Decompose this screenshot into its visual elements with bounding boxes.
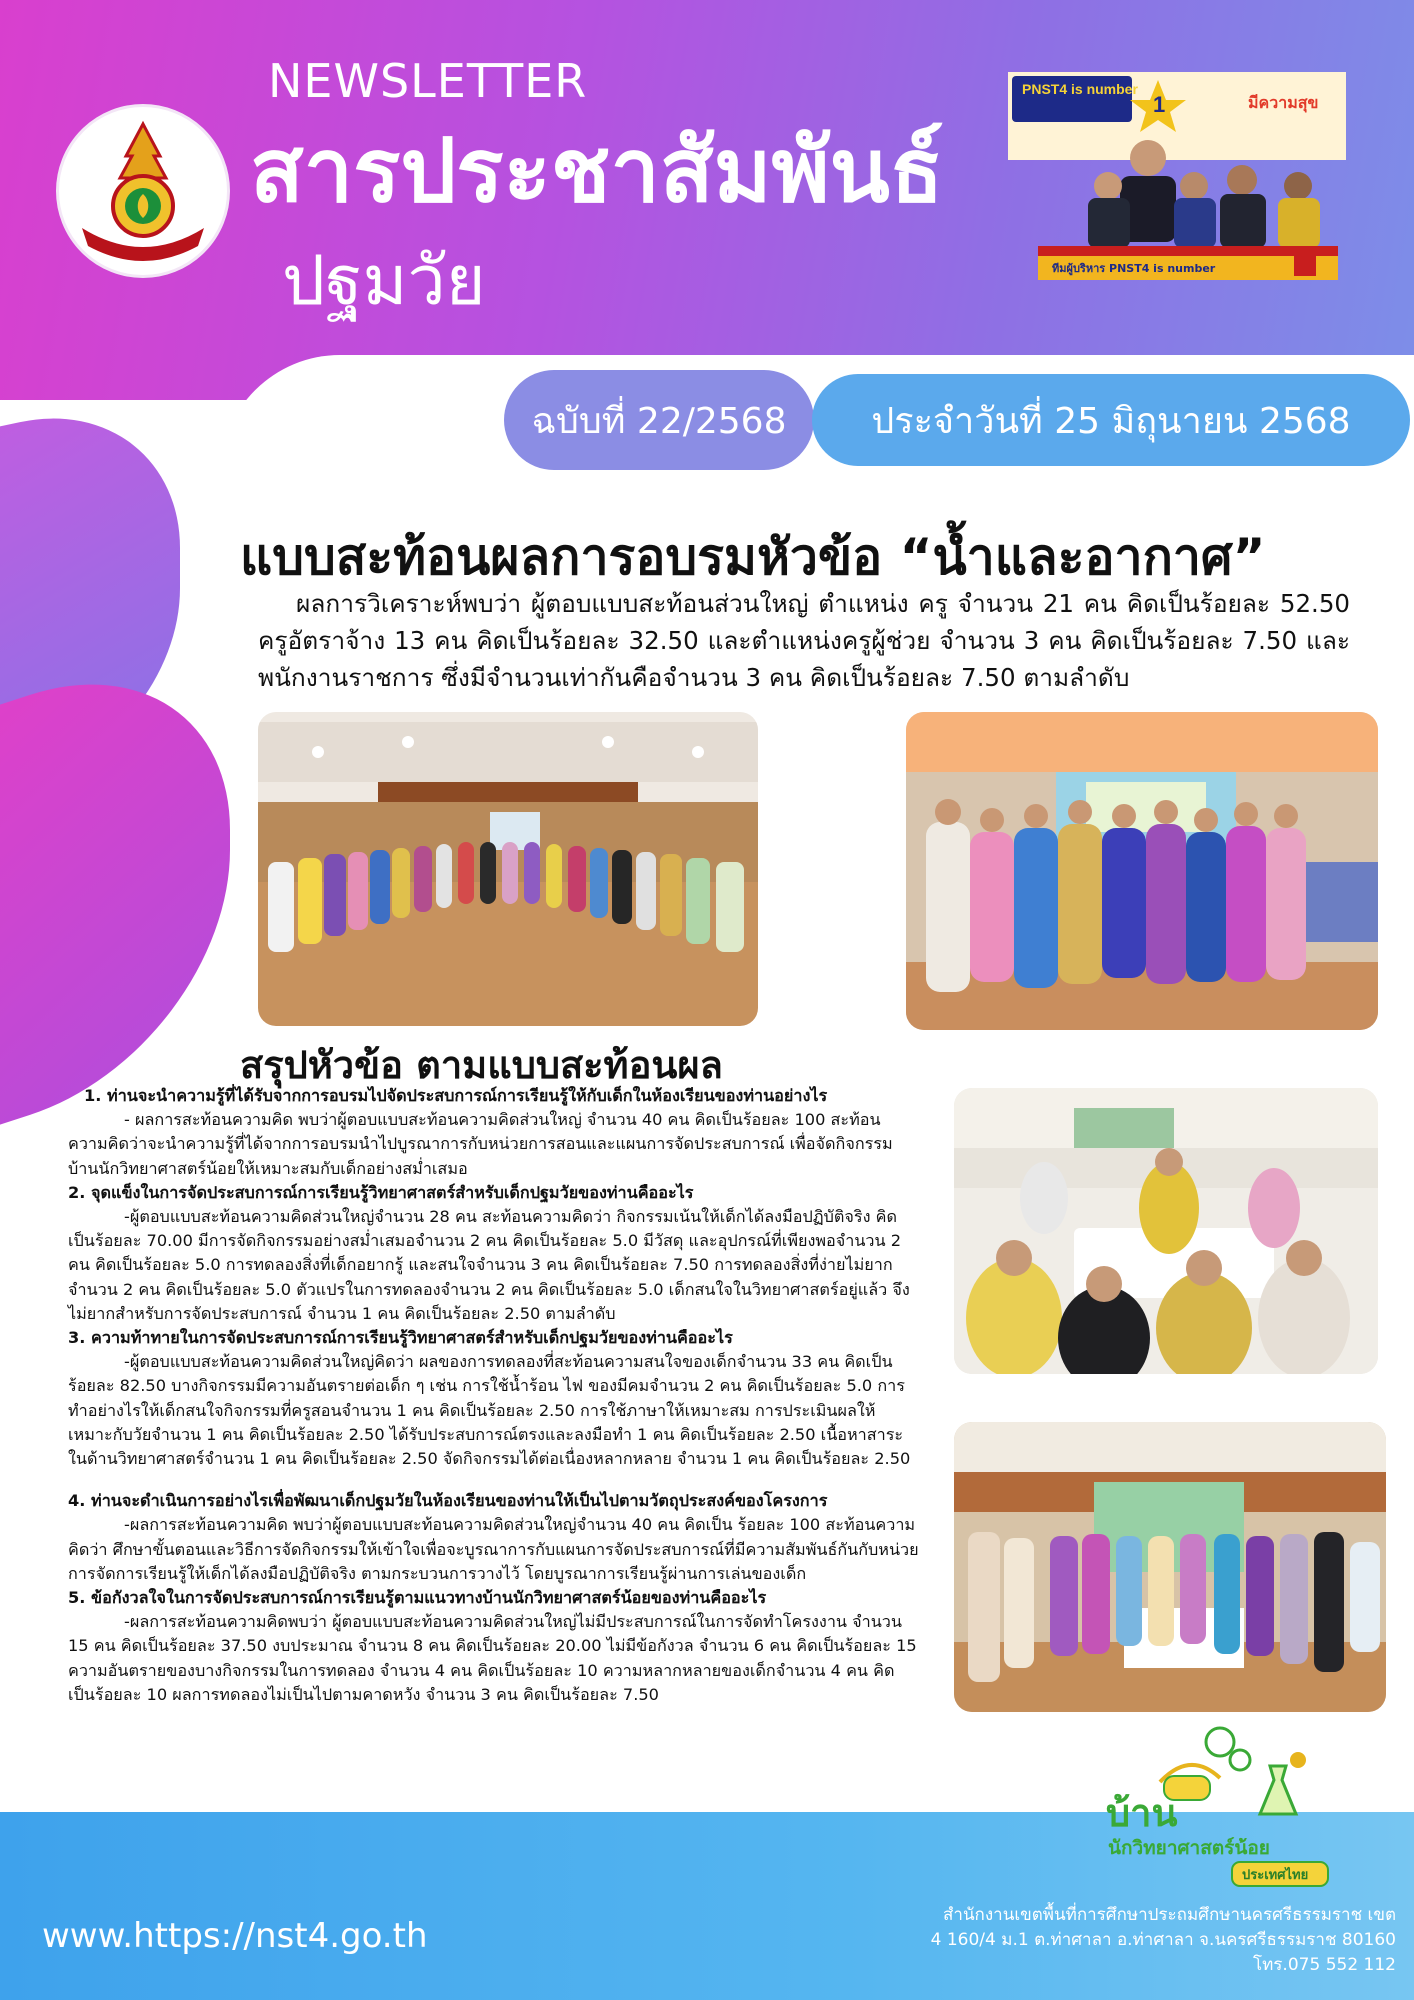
logo-line3: ประเทศไทย — [1242, 1868, 1309, 1883]
banner-caption: ทีมผู้บริหาร PNST4 is number — [1052, 262, 1216, 275]
issue-date: ประจำวันที่ 25 มิถุนายน 2568 — [871, 400, 1351, 442]
summary-item — [68, 1489, 920, 1586]
issue-date-badge — [812, 374, 1410, 466]
group-photo-hall — [258, 712, 758, 1026]
summary-question: 1. ท่านจะนำความรู้ที่ได้รับจากการอบรมไปจัดประสบการณ์การเรียนรู้ให้กับเด็กในห้องเรียนของท่านอย่างไร — [84, 1086, 828, 1105]
summary-item — [68, 1084, 920, 1181]
summary-question: 3. ความท้าทายในการจัดประสบการณ์การเรียนรู้วิทยาศาสตร์สำหรับเด็กปฐมวัยของท่านคืออะไร — [68, 1328, 733, 1348]
summary-item — [68, 1326, 920, 1471]
page-title: สารประชาสัมพันธ์ — [250, 119, 944, 222]
summary-question: 4. ท่านจะดำเนินการอย่างไรเพื่อพัฒนาเด็กปฐมวัยในห้องเรียนของท่านให้เป็นไปตามวัตถุประสงค์ของโครงการ — [68, 1491, 828, 1511]
little-scientists-house-logo — [1100, 1720, 1340, 1890]
website-link[interactable]: www.https://nst4.go.th — [42, 1916, 428, 1956]
newsletter-label: NEWSLETTER — [268, 54, 588, 108]
office-seal — [56, 104, 230, 278]
address-line: สำนักงานเขตพื้นที่การศึกษาประถมศึกษานครศรีธรรมราช เขต — [943, 1905, 1396, 1925]
executive-banner-image — [1008, 68, 1348, 288]
summary-heading: สรุปหัวข้อ ตามแบบสะท้อนผล — [240, 1043, 723, 1087]
summary-answer: -ผลการสะท้อนความคิด พบว่าผู้ตอบแบบสะท้อนความคิดส่วนใหญ่จำนวน 40 คน คิดเป็น ร้อยละ 100 สะท้อนความคิดว่า ศึกษาขั้นตอนและวิธีการจัดกิจกรรมให้เข้าใจเพื่อจะบูรณาการกับแผนการจัดประสบการณ์ที่มีความสัมพันธ์กันกับหน่วยการจัดการเรียนรู้ให้เด็กได้ลงมือปฏิบัติจริง ตามกระบวนการวางไว้ โดยบูรณาการเรียนรู้ผ่านการเล่นของเด็ก — [68, 1515, 919, 1583]
article-intro: ผลการวิเคราะห์พบว่า ผู้ตอบแบบสะท้อนส่วนใหญ่ ตำแหน่ง ครู จำนวน 21 คน คิดเป็นร้อยละ 52.50 ครูอัตราจ้าง 13 คน คิดเป็นร้อยละ 32.50 และตำแหน่งครูผู้ช่วย จำนวน 3 คน คิดเป็นร้อยละ 7.50 และพนักงานราชการ ซึ่งมีจำนวนเท่ากันคือจำนวน 3 คน คิดเป็นร้อยละ 7.50 ตามลำดับ — [258, 589, 1350, 692]
summary-answer: -ผู้ตอบแบบสะท้อนความคิดส่วนใหญ่คิดว่า ผลของการทดลองที่สะท้อนความสนใจของเด็กจำนวน 33 คน คิดเป็นร้อยละ 82.50 บางกิจกรรมมีความอันตรายต่อเด็ก ๆ เช่น การใช้น้ำร้อน ไฟ ของมีคมจำนวน 2 คน คิดเป็นร้อยละ 5.0 การทำอย่างไรให้เด็กสนใจกิจกรรมที่ครูสอนจำนวน 1 คน คิดเป็นร้อยละ 2.50 การใช้ภาษาให้เหมาะสม การประเมินผลให้เหมาะกับวัยจำนวน 1 คน คิดเป็นร้อยละ 2.50 ได้รับประสบการณ์ตรงและลงมือทำ 1 คน คิดเป็นร้อยละ 2.50 เนื้อหาสาระในด้านวิทยาศาสตร์จำนวน 1 คน คิดเป็นร้อยละ 2.50 จัดกิจกรรมได้ต่อเนื่องหลากหลาย จำนวน 1 คน คิดเป็นร้อยละ 2.50 — [68, 1352, 911, 1469]
logo-line2: นักวิทยาศาสตร์น้อย — [1108, 1837, 1270, 1859]
banner-text: PNST4 is number — [1022, 81, 1138, 97]
seal-emblem-icon — [68, 116, 218, 266]
workshop-activity-photo — [954, 1088, 1378, 1374]
logo-line1: บ้าน — [1106, 1791, 1178, 1835]
address-line: 4 160/4 ม.1 ต.ท่าศาลา อ.ท่าศาลา จ.นครศรีธรรมราช 80160 — [930, 1930, 1396, 1950]
summary-question: 2. จุดแข็งในการจัดประสบการณ์การเรียนรู้วิทยาศาสตร์สำหรับเด็กปฐมวัยของท่านคืออะไร — [68, 1182, 694, 1202]
banner-happy-text: มีความสุข — [1248, 93, 1319, 112]
article-heading: แบบสะท้อนผลการอบรมหัวข้อ “น้ำและอากาศ” — [240, 528, 1266, 586]
summary-answer: - ผลการสะท้อนความคิด พบว่าผู้ตอบแบบสะท้อนความคิดส่วนใหญ่ จำนวน 40 คน คิดเป็นร้อยละ 100 สะท้อนความคิดว่าจะนำความรู้ที่ได้จากการอบรมนำไปบูรณาการกับหน่วยการสอนและแผนการจัดประสบการณ์ เพื่อจัดกิจกรรมบ้านนักวิทยาศาสตร์น้อยให้เหมาะสมกับเด็กอย่างสม่ำเสมอ — [68, 1110, 893, 1178]
summary-list — [68, 1084, 920, 1707]
issue-number: ฉบับที่ 22/2568 — [531, 400, 787, 442]
summary-answer: -ผลการสะท้อนความคิดพบว่า ผู้ตอบแบบสะท้อนความคิดส่วนใหญ่ไม่มีประสบการณ์ในการจัดทำโครงงาน จำนวน 15 คน คิดเป็นร้อยละ 37.50 งบประมาณ จำนวน 8 คน คิดเป็นร้อยละ 20.00 ไม่มีข้อกังวล จำนวน 6 คน คิดเป็นร้อยละ 15 ความอันตรายของบางกิจกรรมในการทดลอง จำนวน 4 คน คิดเป็นร้อยละ 10 ความหลากหลายของเด็กจำนวน 4 คน คิดเป็นร้อยละ 10 ผลการทดลองไม่เป็นไปตามคาดหวัง จำนวน 3 คน คิดเป็นร้อยละ 7.50 — [68, 1612, 917, 1704]
office-address — [836, 1903, 1396, 1978]
summary-answer: -ผู้ตอบแบบสะท้อนความคิดส่วนใหญ่จำนวน 28 คน สะท้อนความคิดว่า กิจกรรมเน้นให้เด็กได้ลงมือปฏิบัติจริง คิดเป็นร้อยละ 70.00 มีการจัดกิจกรรมอย่างสม่ำเสมอจำนวน 2 คน คิดเป็นร้อยละ 5.0 มีวัสดุ และอุปกรณ์ที่เพียงพอจำนวน 2 คน คิดเป็นร้อยละ 5.0 การทดลองสิ่งที่เด็กอยากรู้ และสนใจจำนวน 3 คน คิดเป็นร้อยละ 7.50 การทดลองสิ่งที่ง่ายไม่ยากจำนวน 2 คน คิดเป็นร้อยละ 5.0 ตัวแปรในการทดลองจำนวน 2 คน คิดเป็นร้อยละ 5.0 เด็กสนใจในวิทยาศาสตร์อยู่แล้ว จึงไม่ยากสำหรับการจัดประสบการณ์ จำนวน 1 คน คิดเป็นร้อยละ 2.50 ตามลำดับ — [68, 1207, 910, 1323]
phone-number: โทร.075 552 112 — [1252, 1955, 1396, 1975]
team-photo-stage — [954, 1422, 1386, 1712]
summary-question: 5. ข้อกังวลใจในการจัดประสบการณ์การเรียนรู้ตามแนวทางบ้านนักวิทยาศาสตร์น้อยของท่านคืออะไร — [68, 1588, 767, 1608]
group-photo-classroom — [906, 712, 1378, 1030]
page-subtitle: ปฐมวัย — [282, 242, 486, 321]
summary-item — [68, 1181, 920, 1326]
banner-badge: 1 — [1153, 92, 1166, 117]
summary-item — [68, 1586, 920, 1707]
issue-number-badge — [504, 370, 814, 470]
